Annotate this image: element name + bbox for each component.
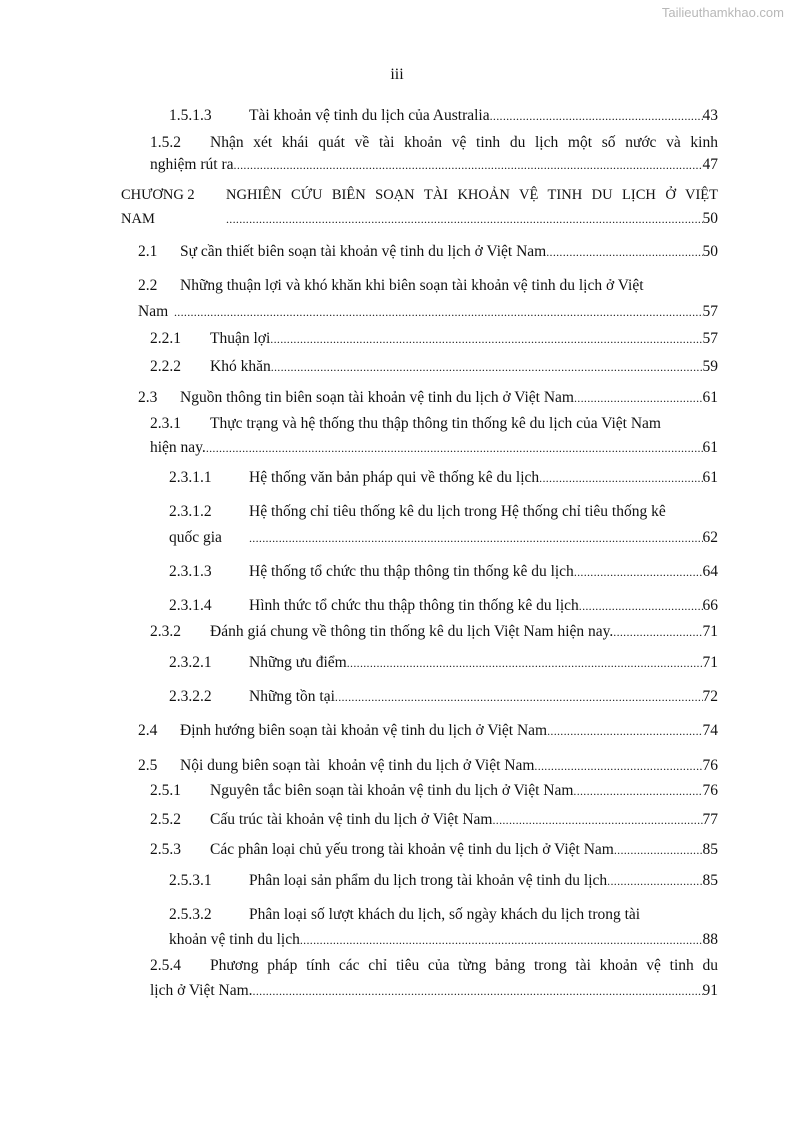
toc-entry-number: 2.3.1.2 [169,503,212,520]
toc-entry-continuation [121,209,718,229]
toc-entry-title-cont: Nam [138,303,169,320]
toc-entry-page: 88 [702,931,718,948]
toc-entry-number: 2.5 [138,757,158,774]
leader-dots [574,562,703,582]
toc-entry-title: Hệ thống văn bản pháp qui về thống kê du lịch [249,469,540,486]
toc-entry-page: 71 [702,654,718,671]
leader-dots [534,756,702,776]
toc-entry-page: 50 [702,243,718,260]
toc-entry-page: 61 [702,469,718,486]
toc-entry-page: 66 [702,597,718,614]
toc-entry[interactable] [150,414,718,434]
toc-entry-number: 2.3.1.1 [169,469,212,486]
toc-entry-title: Định hướng biên soạn tài khoản vệ tinh du lịch ở Việt Nam [180,722,548,739]
toc-entry-number: 2.5.3.1 [169,872,212,889]
toc-entry-page: 74 [702,722,718,739]
toc-entry-page: 76 [702,757,718,774]
toc-entry-number: 2.4 [138,722,158,739]
toc-entry-number: 2.2 [138,277,158,294]
toc-entry-page: 77 [702,811,718,828]
toc-entry[interactable] [169,502,718,522]
toc-entry-title: Phương pháp tính các chỉ tiêu của từng bảng trong tài khoản vệ tinh du [210,957,718,974]
page-number: iii [390,66,404,83]
toc-chapter[interactable] [121,185,718,205]
toc-entry-title-cont: hiện nay. [150,439,206,456]
toc-entry-title: Thuận lợi [210,330,271,347]
toc-entry-title: Nhận xét khái quát về tài khoản vệ tinh du lịch một số nước và kinh [210,134,718,151]
toc-entry-title: Nội dung biên soạn tài khoản vệ tinh du lịch ở Việt Nam [180,757,535,774]
toc-entry-title: Nguyên tắc biên soạn tài khoản vệ tinh du lịch ở Việt Nam [210,782,574,799]
chapter-title-cont: NAM [121,211,155,227]
leader-dots [613,622,702,642]
leader-dots [335,687,703,707]
toc-entry-page: 85 [702,872,718,889]
toc-entry-number: 2.5.2 [150,811,181,828]
toc-entry-number: 2.3.1.4 [169,597,212,614]
toc-entry-number: 1.5.1.3 [169,107,212,124]
toc-entry-title: Các phân loại chủ yếu trong tài khoản vệ tinh du lịch ở Việt Nam [210,841,614,858]
leader-dots [490,106,703,126]
toc-entry-number: 2.5.3 [150,841,181,858]
toc-entry[interactable] [169,596,718,616]
watermark: Tailieuthamkhao.com [661,5,784,20]
toc-entry-page: 50 [702,210,718,227]
toc-entry-title: Những tồn tại [249,688,335,705]
toc-entry-title: Những ưu điểm [249,654,347,671]
toc-entry[interactable] [150,357,718,377]
toc-entry[interactable] [169,468,718,488]
toc-entry-title: Tài khoản vệ tinh du lịch của Australia [249,107,490,124]
leader-dots [614,840,703,860]
toc-entry[interactable] [169,106,718,126]
toc-entry[interactable] [150,133,718,153]
chapter-number: CHƯƠNG 2 [121,187,195,203]
leader-dots [492,810,702,830]
toc-entry[interactable] [150,956,718,976]
toc-entry-title: Những thuận lợi và khó khăn khi biên soạn tài khoản vệ tinh du lịch ở Việt [180,277,644,294]
toc-entry-title: Hệ thống chỉ tiêu thống kê du lịch trong Hệ thống chỉ tiêu thống kê [249,503,666,520]
toc-entry-number: 2.3 [138,389,158,406]
toc-entry[interactable] [169,905,718,925]
toc-entry-page: 57 [702,330,718,347]
toc-entry-title-cont: quốc gia [169,529,222,546]
leader-dots [206,438,703,458]
leader-dots [271,357,703,377]
toc-entry[interactable] [169,871,718,891]
leader-dots [573,781,702,801]
toc-entry-title: Thực trạng và hệ thống thu thập thông tin thống kê du lịch của Việt Nam [210,415,661,432]
toc-entry[interactable] [138,242,718,262]
toc-entry-number: 2.5.4 [150,957,181,974]
toc-entry-title: Cấu trúc tài khoản vệ tinh du lịch ở Việt Nam [210,811,493,828]
toc-entry[interactable] [169,562,718,582]
toc-entry-number: 2.3.2.1 [169,654,212,671]
leader-dots [347,653,703,673]
leader-dots [579,596,703,616]
toc-entry-page: 61 [702,389,718,406]
toc-entry-number: 2.3.2.2 [169,688,212,705]
toc-entry-title: Nguồn thông tin biên soạn tài khoản vệ tinh du lịch ở Việt Nam [180,389,574,406]
toc-entry-number: 2.5.1 [150,782,181,799]
toc-entry-number: 2.5.3.2 [169,906,212,923]
toc-entry-title-cont: nghiệm rút ra [150,156,234,173]
toc-entry-page: 62 [702,529,718,546]
toc-entry[interactable] [150,329,718,349]
toc-entry-continuation [150,981,718,1001]
toc-entry[interactable] [150,781,718,801]
toc-entry-title: Hệ thống tổ chức thu thập thông tin thống kê du lịch [249,563,574,580]
toc-entry-number: 2.3.1 [150,415,181,432]
leader-dots [226,209,703,229]
leader-dots [234,155,703,175]
leader-dots [607,871,702,891]
toc-entry-continuation [150,438,718,458]
toc-entry-title: Sự cần thiết biên soạn tài khoản vệ tinh du lịch ở Việt Nam [180,243,547,260]
toc-entry[interactable] [169,687,718,707]
leader-dots [547,721,702,741]
toc-entry-number: 2.3.1.3 [169,563,212,580]
toc-entry-title: Khó khăn [210,358,271,375]
toc-entry-page: 57 [702,303,718,320]
chapter-title: NGHIÊN CỨU BIÊN SOẠN TÀI KHOẢN VỆ TINH DU LỊCH Ở VIỆT [226,187,718,203]
toc-entry[interactable] [169,653,718,673]
toc-entry-number: 2.3.2 [150,623,181,640]
toc-entry[interactable] [150,622,718,642]
toc-entry-continuation [150,155,718,175]
toc-entry[interactable] [150,840,718,860]
toc-entry-number: 1.5.2 [150,134,181,151]
toc-entry[interactable] [138,388,718,408]
toc-entry-page: 47 [702,156,718,173]
toc-entry-continuation [169,528,718,548]
toc-entry-page: 59 [702,358,718,375]
toc-entry-page: 61 [702,439,718,456]
toc-entry-page: 91 [702,982,718,999]
leader-dots [270,329,702,349]
leader-dots [174,302,703,322]
toc-entry-page: 43 [702,107,718,124]
toc-entry-title-cont: khoản vệ tinh du lịch [169,931,300,948]
toc-entry-number: 2.1 [138,243,158,260]
toc-entry-number: 2.2.2 [150,358,181,375]
leader-dots [253,981,703,1001]
toc-entry-continuation [169,930,718,950]
toc-entry-title: Phân loại sản phẩm du lịch trong tài khoản vệ tinh du lịch [249,872,608,889]
toc-entry-title: Phân loại số lượt khách du lịch, số ngày khách du lịch trong tài [249,906,641,923]
toc-entry-title: Hình thức tổ chức thu thập thông tin thống kê du lịch [249,597,579,614]
toc-entry[interactable] [138,276,718,296]
toc-entry-page: 72 [702,688,718,705]
toc-entry-page: 71 [702,623,718,640]
leader-dots [249,528,703,548]
toc-entry-page: 76 [702,782,718,799]
leader-dots [300,930,703,950]
leader-dots [539,468,702,488]
toc-entry[interactable] [138,721,718,741]
toc-entry-number: 2.2.1 [150,330,181,347]
toc-entry-page: 64 [702,563,718,580]
leader-dots [546,242,702,262]
toc-entry[interactable] [150,810,718,830]
toc-entry-title-cont: lịch ở Việt Nam. [150,982,253,999]
toc-entry-continuation [138,302,718,322]
leader-dots [574,388,703,408]
toc-entry-page: 85 [702,841,718,858]
toc-entry-title: Đánh giá chung về thông tin thống kê du lịch Việt Nam hiện nay. [210,623,614,640]
toc-entry[interactable] [138,756,718,776]
